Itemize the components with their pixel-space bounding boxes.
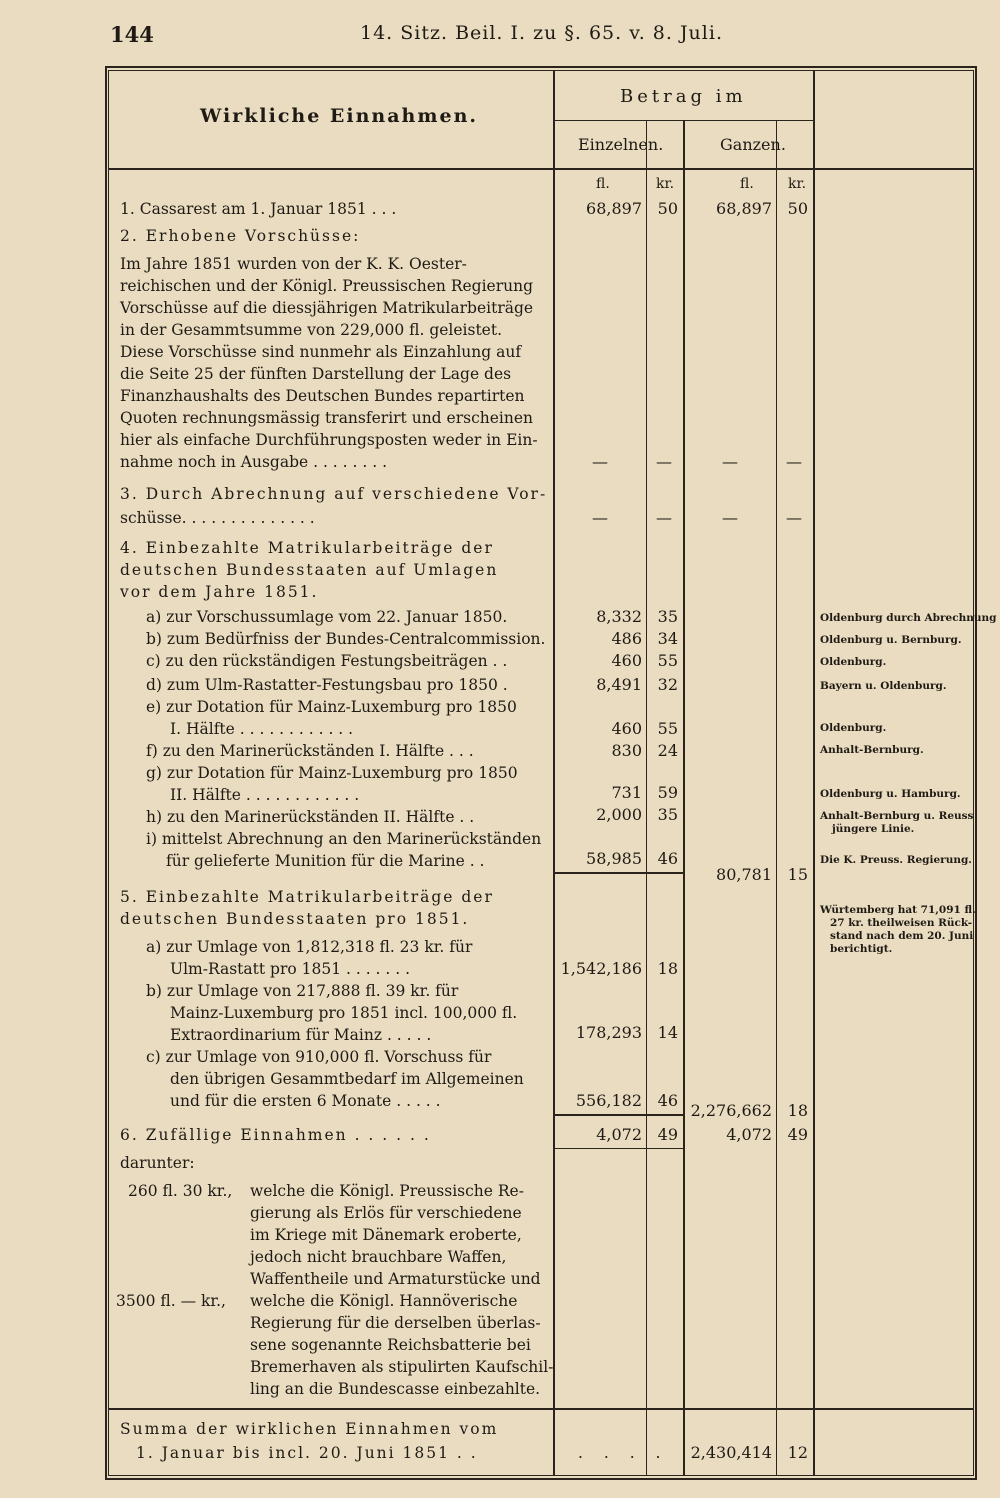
summa-ganzen-fl: 2,430,414 xyxy=(690,1443,772,1462)
item-4c-label: c) zu den rückständigen Festungsbeiträgen . . xyxy=(146,652,508,670)
item-4c-kr: 55 xyxy=(657,651,678,670)
item-5-note: stand nach dem 20. Juni xyxy=(830,930,974,942)
item-4a-note: Oldenburg durch Abrechnung xyxy=(820,612,997,624)
item-4a-kr: 35 xyxy=(657,607,678,626)
einzelnen-header: Einzelnen. xyxy=(578,135,664,154)
item-4g-fl: 731 xyxy=(611,783,642,802)
item-2-line: die Seite 25 der fünften Darstellung der Lage des xyxy=(120,365,512,383)
item-2-line: Quoten rechnungsmässig transferirt und erscheinen xyxy=(120,409,533,427)
item-6-p2-line: welche die Königl. Hannöverische xyxy=(250,1292,518,1310)
item-4b-label: b) zum Bedürfniss der Bundes-Centralcommission. xyxy=(146,630,546,648)
item-4b-fl: 486 xyxy=(611,629,642,648)
item-4f-fl: 830 xyxy=(611,741,642,760)
item-4e-label: I. Hälfte . . . . . . . . . . . . xyxy=(170,720,354,738)
item-1-ganzen-kr: 50 xyxy=(787,199,808,218)
item-4h-label: h) zu den Marinerückständen II. Hälfte . . xyxy=(146,808,475,826)
item-5c-label: den übrigen Gesammtbedarf im Allgemeinen xyxy=(170,1070,524,1088)
page-header xyxy=(0,22,1000,52)
item-6-einzeln-kr: 49 xyxy=(657,1125,678,1144)
item-4g-kr: 59 xyxy=(657,783,678,802)
item-4-heading: deutschen Bundesstaaten auf Umlagen xyxy=(120,561,499,579)
item-6-einzeln-fl: 4,072 xyxy=(596,1125,642,1144)
item-3-dash-einzeln-kr: — xyxy=(656,508,672,527)
item-6-p1-amount: 260 fl. 30 kr., xyxy=(128,1182,233,1200)
item-4a-fl: 8,332 xyxy=(596,607,642,626)
item-4g-label: g) zur Dotation für Mainz-Luxemburg pro 1850 xyxy=(146,764,518,782)
item-6-p2-line: sene sogenannte Reichsbatterie bei xyxy=(250,1336,531,1354)
item-1-einzeln-fl: 68,897 xyxy=(586,199,642,218)
item-1-label: 1. Cassarest am 1. Januar 1851 . . . xyxy=(120,200,397,218)
item-4c-fl: 460 xyxy=(611,651,642,670)
item-5-total-fl: 2,276,662 xyxy=(690,1101,772,1120)
item-6-ganzen-kr: 49 xyxy=(787,1125,808,1144)
item-5a-label: Ulm-Rastatt pro 1851 . . . . . . . xyxy=(170,960,411,978)
item-2-dash-einzeln-kr: — xyxy=(656,452,672,471)
item-6-p1-line: Waffentheile und Armaturstücke und xyxy=(250,1270,541,1288)
item-5-heading: deutschen Bundesstaaten pro 1851. xyxy=(120,910,470,928)
item-4a-label: a) zur Vorschussumlage vom 22. Januar 1850. xyxy=(146,608,508,626)
item-5-note: Würtemberg hat 71,091 fl. xyxy=(820,904,976,916)
item-6-rule xyxy=(553,1148,683,1149)
item-4e-kr: 55 xyxy=(657,719,678,738)
item-5-note: berichtigt. xyxy=(830,943,893,955)
item-4h-kr: 35 xyxy=(657,805,678,824)
item-5b-fl: 178,293 xyxy=(575,1023,642,1042)
item-5-note: 27 kr. theilweisen Rück- xyxy=(830,917,973,929)
item-6-p1-line: im Kriege mit Dänemark eroberte, xyxy=(250,1226,522,1244)
item-4e-label: e) zur Dotation für Mainz-Luxemburg pro 1850 xyxy=(146,698,517,716)
item-4i-label: i) mittelst Abrechnung an den Marinerückständen xyxy=(146,830,542,848)
item-5b-label: b) zur Umlage von 217,888 fl. 39 kr. für xyxy=(146,982,459,1000)
item-6-p1-line: jedoch nicht brauchbare Waffen, xyxy=(250,1248,507,1266)
item-5b-label: Extraordinarium für Mainz . . . . . xyxy=(170,1026,432,1044)
item-2-line: Vorschüsse auf die diessjährigen Matrikularbeiträge xyxy=(120,299,534,317)
item-4e-note: Oldenburg. xyxy=(820,722,887,734)
item-4f-kr: 24 xyxy=(657,741,678,760)
betrag-header: Betrag im xyxy=(620,86,747,107)
item-4-heading: 4. Einbezahlte Matrikularbeiträge der xyxy=(120,539,494,557)
ganzen-header: Ganzen. xyxy=(720,135,786,154)
item-3-line: schüsse. . . . . . . . . . . . . . xyxy=(120,509,315,527)
summa-dots: . . . . xyxy=(578,1444,669,1462)
item-4-total-fl: 80,781 xyxy=(716,865,772,884)
item-6-p2-line: ling an die Bundescasse einbezahlte. xyxy=(250,1380,541,1398)
column-rule-ganzen xyxy=(813,70,815,1476)
item-4g-note: Oldenburg u. Hamburg. xyxy=(820,788,961,800)
item-6-p1-line: welche die Königl. Preussische Re- xyxy=(250,1182,524,1200)
item-5c-label: c) zur Umlage von 910,000 fl. Vorschuss für xyxy=(146,1048,492,1066)
item-3-line: 3. Durch Abrechnung auf verschiedene Vor- xyxy=(120,485,548,503)
item-4i-kr: 46 xyxy=(657,849,678,868)
unit-kr-einzeln: kr. xyxy=(656,176,675,192)
item-5a-kr: 18 xyxy=(657,959,678,978)
header-rule-bottom xyxy=(108,168,974,170)
item-2-line: reichischen und der Königl. Preussischen Regierung xyxy=(120,277,534,295)
column-rule-label xyxy=(553,70,555,1476)
item-1-einzeln-kr: 50 xyxy=(657,199,678,218)
item-4d-kr: 32 xyxy=(657,675,678,694)
item-4-total-kr: 15 xyxy=(787,865,808,884)
item-5a-fl: 1,542,186 xyxy=(560,959,642,978)
column-rule-einzeln-kr xyxy=(646,120,647,1476)
item-3-dash-ganzen-fl: — xyxy=(722,508,738,527)
item-2-dash-einzeln-fl: — xyxy=(592,452,608,471)
item-5-sum-rule xyxy=(553,1114,683,1116)
item-4i-label: für gelieferte Munition für die Marine . . xyxy=(166,852,485,870)
column-rule-ganzen-kr xyxy=(776,120,777,1476)
item-6-p2-line: Bremerhaven als stipulirten Kaufschil- xyxy=(250,1358,554,1376)
summa-ganzen-kr: 12 xyxy=(787,1443,808,1462)
item-5c-label: und für die ersten 6 Monate . . . . . xyxy=(170,1092,441,1110)
item-4f-note: Anhalt-Bernburg. xyxy=(820,744,924,756)
item-4d-label: d) zum Ulm-Rastatter-Festungsbau pro 1850 . xyxy=(146,676,508,694)
item-4i-fl: 58,985 xyxy=(586,849,642,868)
header-rule-betrag xyxy=(553,120,813,121)
item-5-total-kr: 18 xyxy=(787,1101,808,1120)
summa-line: 1. Januar bis incl. 20. Juni 1851 . . xyxy=(136,1444,478,1462)
item-6-darunter: darunter: xyxy=(120,1154,195,1172)
item-4h-fl: 2,000 xyxy=(596,805,642,824)
unit-fl-einzeln: fl. xyxy=(596,176,610,192)
item-4b-kr: 34 xyxy=(657,629,678,648)
item-2-line: Im Jahre 1851 wurden von der K. K. Oester- xyxy=(120,255,467,273)
running-head: 14. Sitz. Beil. I. zu §. 65. v. 8. Juli. xyxy=(360,22,723,44)
summa-line: Summa der wirklichen Einnahmen vom xyxy=(120,1420,499,1438)
item-4h-note: Anhalt-Bernburg u. Reuss xyxy=(820,810,974,822)
item-2-line: Finanzhaushalts des Deutschen Bundes repartirten xyxy=(120,387,525,405)
item-6-p2-line: Regierung für die derselben überlas- xyxy=(250,1314,541,1332)
item-4g-label: II. Hälfte . . . . . . . . . . . . xyxy=(170,786,360,804)
item-2-line: Diese Vorschüsse sind nunmehr als Einzahlung auf xyxy=(120,343,522,361)
summa-rule xyxy=(108,1408,974,1410)
item-5a-label: a) zur Umlage von 1,812,318 fl. 23 kr. für xyxy=(146,938,473,956)
item-3-dash-ganzen-kr: — xyxy=(786,508,802,527)
item-6-label: 6. Zufällige Einnahmen . . . . . . xyxy=(120,1126,431,1144)
item-2-line: in der Gesammtsumme von 229,000 fl. geleistet. xyxy=(120,321,503,339)
item-4-heading: vor dem Jahre 1851. xyxy=(120,583,319,601)
item-4i-note: Die K. Preuss. Regierung. xyxy=(820,854,972,866)
item-4d-fl: 8,491 xyxy=(596,675,642,694)
item-5b-label: Mainz-Luxemburg pro 1851 incl. 100,000 fl. xyxy=(170,1004,518,1022)
item-6-p2-amount: 3500 fl. — kr., xyxy=(116,1292,226,1310)
item-2-dash-ganzen-fl: — xyxy=(722,452,738,471)
item-6-ganzen-fl: 4,072 xyxy=(726,1125,772,1144)
item-1-ganzen-fl: 68,897 xyxy=(716,199,772,218)
item-4f-label: f) zu den Marinerückständen I. Hälfte . . . xyxy=(146,742,474,760)
item-2-line: nahme noch in Ausgabe . . . . . . . . xyxy=(120,453,387,471)
item-4h-note: jüngere Linie. xyxy=(832,823,915,835)
column-rule-einzeln xyxy=(683,120,685,1476)
item-4c-note: Oldenburg. xyxy=(820,656,887,668)
item-5c-fl: 556,182 xyxy=(575,1091,642,1110)
item-5c-kr: 46 xyxy=(657,1091,678,1110)
item-4-sum-rule xyxy=(553,872,683,874)
unit-kr-ganzen: kr. xyxy=(788,176,807,192)
item-6-p1-line: gierung als Erlös für verschiedene xyxy=(250,1204,522,1222)
item-5b-kr: 14 xyxy=(657,1023,678,1042)
table-title: Wirkliche Einnahmen. xyxy=(200,105,478,127)
item-3-dash-einzeln-fl: — xyxy=(592,508,608,527)
unit-fl-ganzen: fl. xyxy=(740,176,754,192)
item-2-dash-ganzen-kr: — xyxy=(786,452,802,471)
item-2-line: hier als einfache Durchführungsposten weder in Ein- xyxy=(120,431,538,449)
item-4b-note: Oldenburg u. Bernburg. xyxy=(820,634,962,646)
item-4d-note: Bayern u. Oldenburg. xyxy=(820,680,947,692)
item-2-heading: 2. Erhobene Vorschüsse: xyxy=(120,227,361,245)
item-4e-fl: 460 xyxy=(611,719,642,738)
item-5-heading: 5. Einbezahlte Matrikularbeiträge der xyxy=(120,888,494,906)
page-number: 144 xyxy=(110,22,154,47)
